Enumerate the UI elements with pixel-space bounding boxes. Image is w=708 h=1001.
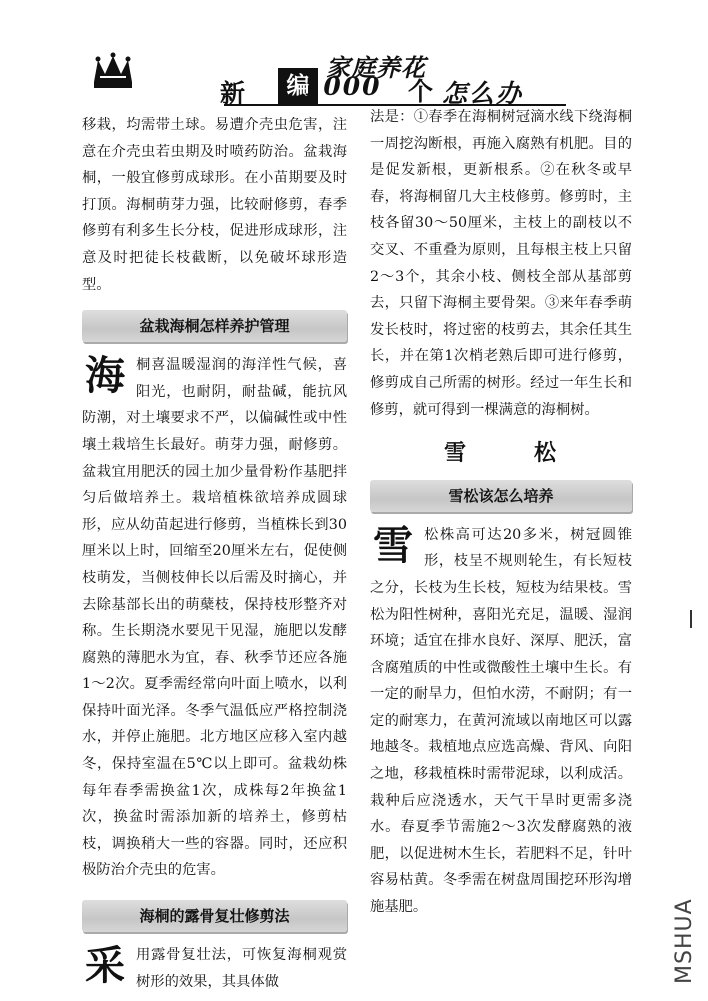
title-how: 怎么办 (442, 79, 524, 108)
margin-mark (690, 610, 696, 628)
paragraph-text: 桐喜温暖湿润的海洋性气候，喜阳光，也耐阴，耐盐碱，能抗风防潮，对土壤要求不严，以偏碱性或中性壤土栽培生长最好。萌芽力强，耐修剪。盆栽宜用肥沃的园土加少量骨粉作基肥拌匀后做培养土。栽培植株欲培养成圆球形，应从幼苗起进行修剪，当植株长到30厘米以上时，回缩至20厘米左右，促使侧枝萌发，当侧枝伸长以后需及时摘心，并去除基部长出的萌蘖枝，保持枝形整齐对称。生长期浇水要见干见湿，施肥以发酵腐熟的薄肥水为宜，春、秋季节还应各施1～2次。夏季需经常向叶面上喷水，以利保持叶面光泽。冬季气温低应严格控制浇水，并停止施肥。北方地区应移入室内越冬，保持室温在5℃以上即可。盆栽幼株每年春季需换盆1次，成株每2年换盆1次，换盆时需添加新的培养土，修剪枯枝，调换稍大一些的容器。同时，还应积极防治介壳虫的危害。 (82, 357, 347, 879)
drop-cap: 雪 (373, 522, 413, 569)
section-banner-cedar: 雪松该怎么培养 (370, 480, 632, 512)
page-header (92, 44, 562, 106)
title-ge: 个 (408, 77, 434, 106)
right-paragraph-2 (370, 522, 632, 921)
left-paragraph-1: 移栽，均需带土球。易遭介壳虫危害，注意在介壳虫若虫期及时喷药防治。盆栽海桐，一般宜修剪成球形。在小苗期要及时打顶。海桐萌芽力强，比较耐修剪，春季修剪有利多生长分枝，促进形成球形，注意及时把徒长枝截断，以免破坏球形造型。 (82, 117, 347, 293)
paragraph-text: 用露骨复壮法，可恢复海桐观赏树形的效果，其具体做 (136, 947, 347, 990)
title-bian: 编 (278, 68, 318, 104)
title-xin: 新 (220, 79, 247, 108)
paragraph-text: 松株高可达20多米，树冠圆锥形，枝呈不规则轮生，有长短枝之分，长枝为生长枝，短枝为结果枝。雪松为阳性树种，喜阳光充足，温暖、湿润环境；适宜在排水良好、深厚、肥沃，富含腐殖质的中性或微酸性土壤中生长。有一定的耐旱力，但怕水涝，不耐阴；有一定的耐寒力，在黄河流域以南地区可以露地越冬。栽植地点应选高燥、背风、向阳之地，移栽植株时需带泥球，以利成活。栽种后应浇透水，天气干旱时更需多浇水。春夏季节需施2～3次发酵腐熟的液肥，以促进树木生长，若肥料不足，针叶容易枯黄。冬季需在树盘周围挖环形沟增施基肥。 (370, 526, 632, 916)
title-number: 1000 (304, 72, 382, 101)
series-title: 家庭养花 (326, 53, 426, 82)
right-paragraph-1: 法是：①春季在海桐树冠滴水线下绕海桐一周挖沟断根，再施入腐熟有机肥。目的是促发新根，更新根系。②在秋冬或早春，将海桐留几大主枝修剪。修剪时，主枝各留30～50厘米，主枝上的副枝以不交叉、不重叠为原则，且每根主枝上只留2～3个，其余小枝、侧枝全部从基部剪去，只留下海桐主要骨架。③来年春季萌发长枝时，将过密的枝剪去，其余任其生长，并在第1次梢老熟后即可进行修剪，修剪成自己所需的树形。经过一年生长和修剪，就可得到一棵满意的海桐树。 (370, 109, 632, 418)
drop-cap: 海 (85, 353, 125, 400)
right-column (370, 104, 632, 921)
watermark: MSHUA (672, 898, 697, 984)
drop-cap: 采 (85, 943, 125, 990)
left-paragraph-2 (82, 352, 347, 884)
left-paragraph-3 (82, 942, 347, 995)
section-banner-pruning: 海桐的露骨复壮修剪法 (82, 900, 347, 932)
section-heading-cedar: 雪松 (443, 441, 624, 467)
section-banner-haitong-care: 盆栽海桐怎样养护管理 (82, 310, 347, 342)
crown-icon (92, 52, 134, 90)
left-column (82, 112, 347, 995)
